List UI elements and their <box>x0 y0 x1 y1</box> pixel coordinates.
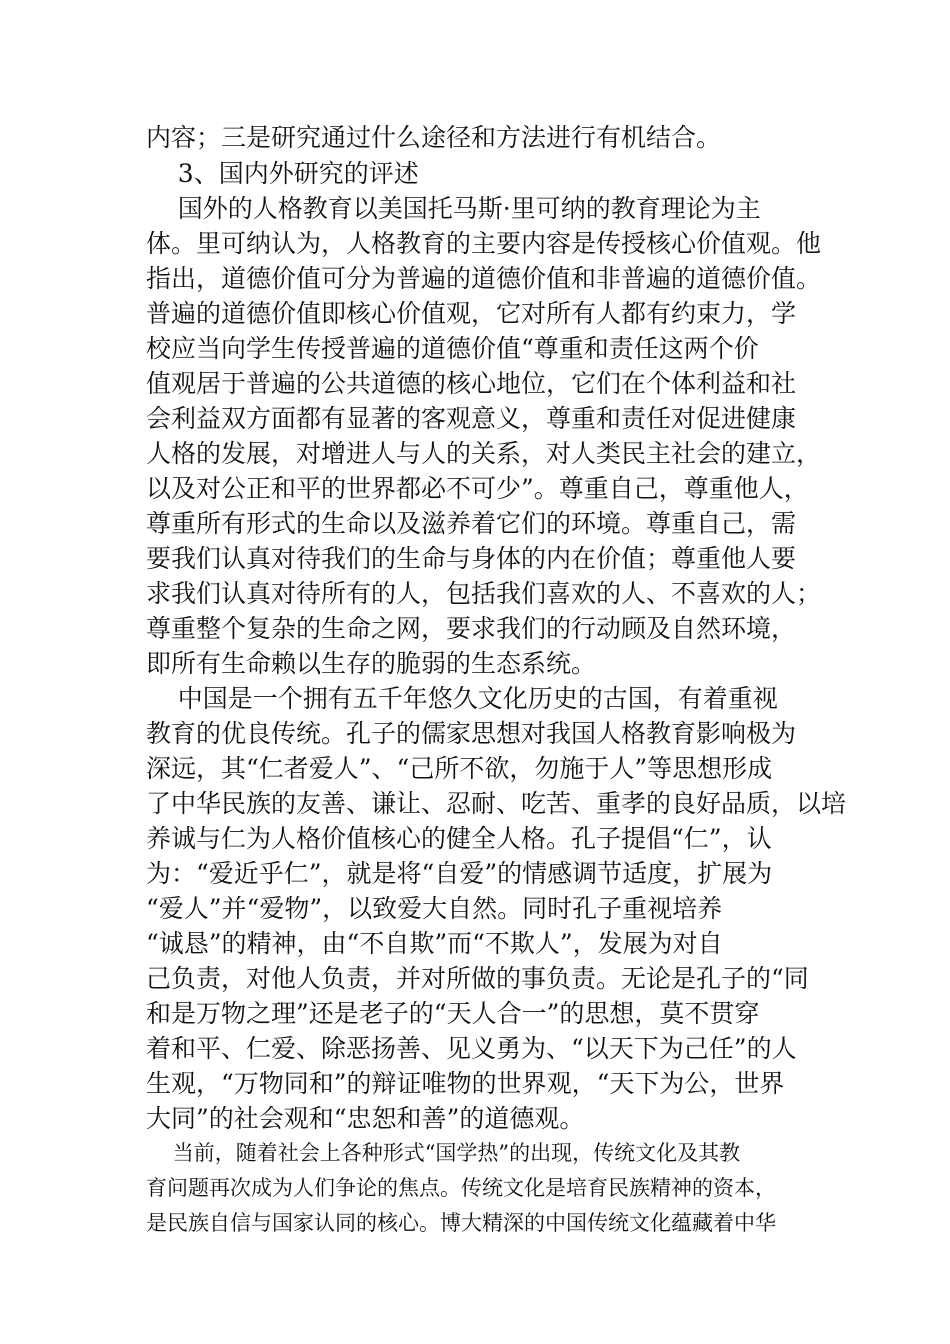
text-line: 养诚与仁为人格价值核心的健全人格。孔子提倡“仁”，认 <box>146 824 772 853</box>
text-line: “诚恳”的精神，由“不自欺”而“不欺人”，发展为对自 <box>146 929 723 958</box>
text-line: 会利益双方面都有显著的客观意义，尊重和责任对促进健康 <box>146 404 797 433</box>
text-line: 即所有生命赖以生存的脆弱的生态系统。 <box>146 649 597 678</box>
text-line: 己负责，对他人负责，并对所做的事负责。无论是孔子的“同 <box>146 964 809 993</box>
text-line: 体。里可纳认为，人格教育的主要内容是传授核心价值观。他 <box>146 229 822 258</box>
text-line: 内容；三是研究通过什么途径和方法进行有机结合。 <box>146 123 722 152</box>
text-line: 尊重整个复杂的生命之网，要求我们的行动顾及自然环境， <box>146 614 797 643</box>
text-line: 教育的优良传统。孔子的儒家思想对我国人格教育影响极为 <box>146 719 797 748</box>
text-line-small: 当前，随着社会上各种形式“国学热”的出现，传统文化及其教 <box>146 1141 741 1165</box>
text-line: 国外的人格教育以美国托马斯·里可纳的教育理论为主 <box>146 194 761 223</box>
text-line: 了中华民族的友善、谦让、忍耐、吃苦、重孝的良好品质，以培 <box>146 789 847 818</box>
text-line: 校应当向学生传授普遍的道德价值“尊重和责任这两个价 <box>146 334 759 363</box>
text-line: 深远，其“仁者爱人”、“己所不欲，勿施于人”等思想形成 <box>146 754 773 783</box>
text-line: 普遍的道德价值即核心价值观，它对所有人都有约束力，学 <box>146 299 797 328</box>
text-line: “爱人”并“爱物”，以致爱大自然。同时孔子重视培养 <box>146 894 723 923</box>
text-line: 人格的发展，对增进人与人的关系，对人类民主社会的建立， <box>146 439 822 468</box>
text-line: 求我们认真对待所有的人，包括我们喜欢的人、不喜欢的人； <box>146 579 822 608</box>
text-line: 指出，道德价值可分为普遍的道德价值和非普遍的道德价值。 <box>146 264 822 293</box>
text-line: 要我们认真对待我们的生命与身体的内在价值；尊重他人要 <box>146 544 797 573</box>
text-line-small: 是民族自信与国家认同的核心。博大精深的中国传统文化蕴藏着中华 <box>146 1211 776 1235</box>
text-line: 为：“爱近乎仁”，就是将“自爱”的情感调节适度，扩展为 <box>146 859 773 888</box>
text-line: 生观，“万物同和”的辩证唯物的世界观，“天下为公，世界 <box>146 1069 785 1098</box>
text-line: 尊重所有形式的生命以及滋养着它们的环境。尊重自己，需 <box>146 509 797 538</box>
text-line: 值观居于普遍的公共道德的核心地位，它们在个体利益和社 <box>146 369 797 398</box>
text-line: 着和平、仁爱、除恶扬善、见义勇为、“以天下为己任”的人 <box>146 1034 797 1063</box>
text-line: 大同”的社会观和“忠恕和善”的道德观。 <box>146 1104 585 1133</box>
text-line: 中国是一个拥有五千年悠久文化历史的古国，有着重视 <box>146 684 778 713</box>
section-heading: 3、国内外研究的评述 <box>146 159 419 188</box>
text-line-small: 育问题再次成为人们争论的焦点。传统文化是培育民族精神的资本， <box>146 1176 776 1200</box>
text-line: 以及对公正和平的世界都必不可少”。尊重自己，尊重他人， <box>146 474 809 503</box>
text-line: 和是万物之理”还是老子的“天人合一”的思想，莫不贯穿 <box>146 999 760 1028</box>
